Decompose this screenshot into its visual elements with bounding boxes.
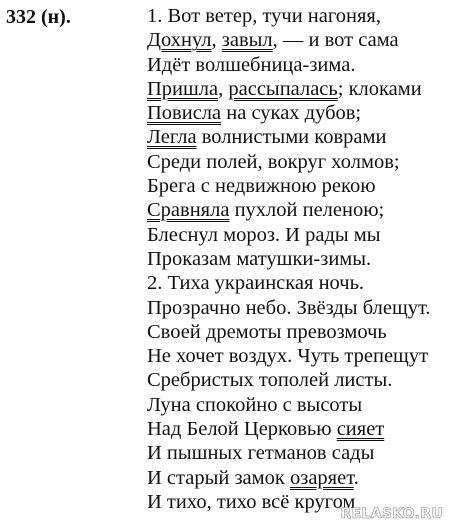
text-segment: И пышных гетманов сады [147, 442, 375, 465]
text-segment: И старый замок [147, 466, 290, 489]
predicate-underlined: Пришла [147, 77, 219, 100]
poem-line [147, 368, 431, 392]
predicate-underlined: Сравняла [147, 199, 230, 222]
text-segment: , — и вот сама [272, 29, 399, 52]
text-segment: . [353, 466, 359, 489]
text-segment: Идёт волшебница-зима. [147, 53, 356, 76]
exercise-number: 332 (н). [6, 6, 71, 28]
predicate-underlined: рассыпалась [228, 77, 338, 100]
text-segment: Луна спокойно с высоты [147, 393, 363, 416]
poem-line [147, 125, 431, 149]
text-segment: Над Белой Церковью [147, 418, 337, 441]
poem-line [147, 271, 431, 295]
predicate-underlined: Легла [147, 126, 197, 149]
text-segment: , [211, 29, 222, 52]
text-segment: 1. Вот ветер, тучи нагоняя, [147, 5, 381, 27]
text-segment: Проказам матушки-зимы. [147, 247, 372, 270]
poem-line [147, 28, 431, 52]
text-segment: ; клоками [337, 77, 422, 100]
poem-line [147, 174, 431, 198]
text-segment: Сребристых тополей листы. [147, 369, 393, 392]
poem-line [147, 466, 431, 490]
text-segment: И тихо, тихо всё кругом [147, 490, 356, 513]
poem-line [147, 417, 431, 441]
poem-line [147, 198, 431, 222]
poem-line [147, 441, 431, 465]
poem-line [147, 53, 431, 77]
predicate-underlined: завыл [221, 29, 273, 52]
text-segment: пухлой пеленою; [229, 199, 385, 222]
predicate-underlined: сияет [336, 418, 385, 441]
text-segment: Прозрачно небо. Звёзды блещут. [147, 296, 431, 319]
text-segment: Брега с недвижною рекою [147, 175, 376, 198]
text-segment: Своей дремоты превозмочь [147, 320, 387, 343]
poem-line [147, 344, 431, 368]
predicate-underlined: Повисла [147, 102, 222, 125]
poem-line [147, 101, 431, 125]
poem-line [147, 320, 431, 344]
poem-line [147, 223, 431, 247]
predicate-underlined: Дохнул [147, 29, 212, 52]
text-segment: , [218, 77, 229, 100]
poem-line [147, 393, 431, 417]
poem-line [147, 4, 431, 28]
predicate-underlined: озаряет [289, 466, 354, 489]
poem-line [147, 247, 431, 271]
watermark: RELASKO.RU [340, 506, 443, 522]
text-segment: Среди полей, вокруг холмов; [147, 150, 400, 173]
poem-line [147, 150, 431, 174]
text-segment: волнистыми коврами [196, 126, 387, 149]
text-segment: 2. Тиха украинская ночь. [147, 272, 365, 295]
text-segment: Блеснул мороз. И рады мы [147, 223, 381, 246]
poem-text [147, 4, 431, 514]
poem-line [147, 77, 431, 101]
poem-line [147, 296, 431, 320]
text-segment: Не хочет воздух. Чуть трепещут [147, 345, 429, 368]
text-segment: на суках дубов; [221, 102, 362, 125]
